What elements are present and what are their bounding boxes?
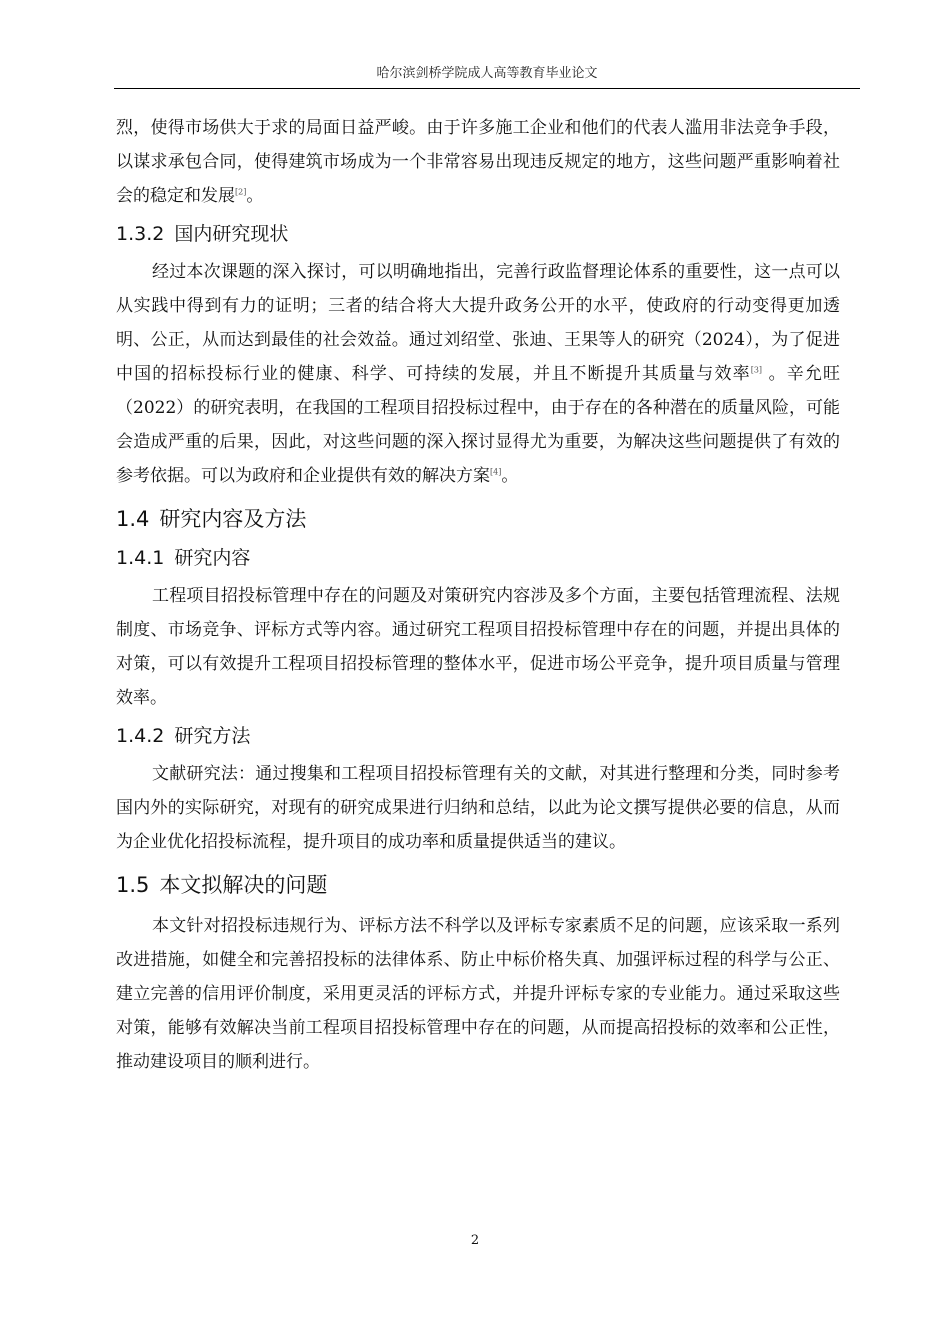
heading-1-4 xyxy=(116,503,840,535)
paragraph-text: 经过本次课题的深入探讨，可以明确地指出，完善行政监督理论体系的重要性，这一点可以从实践中得到有力的证明；三者的结合将大大提升政务公开的水平，使政府的行动变得更加透明、公正，从而达到最佳的社会效益。通过刘绍堂、张迪、王果等人的研究（2024），为了促进中国的招标投标行业的健康、科学、可持续的发展，并且不断提升其质量与效率 xyxy=(116,262,840,384)
paragraph-research-content: 工程项目招投标管理中存在的问题及对策研究内容涉及多个方面，主要包括管理流程、法规制度、市场竞争、评标方式等内容。通过研究工程项目招投标管理中存在的问题，并提出具体的对策，可以有效提升工程项目招投标管理的整体水平，促进市场公平竞争，提升项目质量与管理效率。 xyxy=(116,586,840,708)
heading-title: 研究内容 xyxy=(174,547,251,569)
paragraph-text: 。辛允旺（2022）的研究表明，在我国的工程项目招投标过程中，由于存在的各种潜在的质量风险，可能会造成严重的后果，因此，对这些问题的深入探讨显得尤为重要，为解决这些问题提供了有效的参考依据。可以为政府和企业提供有效的解决方案 xyxy=(116,364,841,486)
heading-1-4-2 xyxy=(116,721,840,751)
paragraph-text: 烈，使得市场供大于求的局面日益严峻。由于许多施工企业和他们的代表人滥用非法竞争手段，以谋求承包合同，使得建筑市场成为一个非常容易出现违反规定的地方，这些问题严重影响着社会的稳定和发展 xyxy=(116,118,840,206)
heading-1-5 xyxy=(116,869,840,901)
citation-ref: [2] xyxy=(235,187,247,197)
heading-title: 研究方法 xyxy=(174,725,251,747)
running-header: 哈尔滨剑桥学院成人高等教育毕业论文 xyxy=(376,66,598,81)
heading-number: 1.5 xyxy=(116,873,150,897)
heading-number: 1.3.2 xyxy=(116,223,165,245)
heading-number: 1.4.2 xyxy=(116,725,165,747)
citation-ref: [4] xyxy=(490,467,502,477)
page-body xyxy=(116,111,840,1079)
citation-ref: [3] xyxy=(750,365,763,375)
heading-title: 研究内容及方法 xyxy=(159,507,307,531)
heading-1-3-2 xyxy=(116,219,840,249)
paragraph-continued xyxy=(116,111,840,213)
paragraph-domestic-research xyxy=(116,255,840,493)
heading-number: 1.4 xyxy=(116,507,150,531)
paragraph-problems-to-solve: 本文针对招投标违规行为、评标方法不科学以及评标专家素质不足的问题，应该采取一系列改进措施，如健全和完善招投标的法律体系、防止中标价格失真、加强评标过程的科学与公正、建立完善的信用评价制度，采用更灵活的评标方式，并提升评标专家的专业能力。通过采取这些对策，能够有效解决当前工程项目招投标管理中存在的问题，从而提高招投标的效率和公正性，推动建设项目的顺利进行。 xyxy=(116,916,840,1072)
heading-title: 国内研究现状 xyxy=(174,223,289,245)
paragraph-end: 。 xyxy=(501,466,519,486)
page-number: 2 xyxy=(470,1233,480,1248)
paragraph-research-method: 文献研究法：通过搜集和工程项目招投标管理有关的文献，对其进行整理和分类，同时参考国内外的实际研究，对现有的研究成果进行归纳和总结，以此为论文撰写提供必要的信息，从而为企业优化招投标流程，提升项目的成功率和质量提供适当的建议。 xyxy=(116,764,840,852)
heading-number: 1.4.1 xyxy=(116,547,165,569)
heading-1-4-1 xyxy=(116,543,840,573)
paragraph-end: 。 xyxy=(246,186,264,206)
header-rule xyxy=(114,88,860,89)
heading-title: 本文拟解决的问题 xyxy=(159,873,328,897)
